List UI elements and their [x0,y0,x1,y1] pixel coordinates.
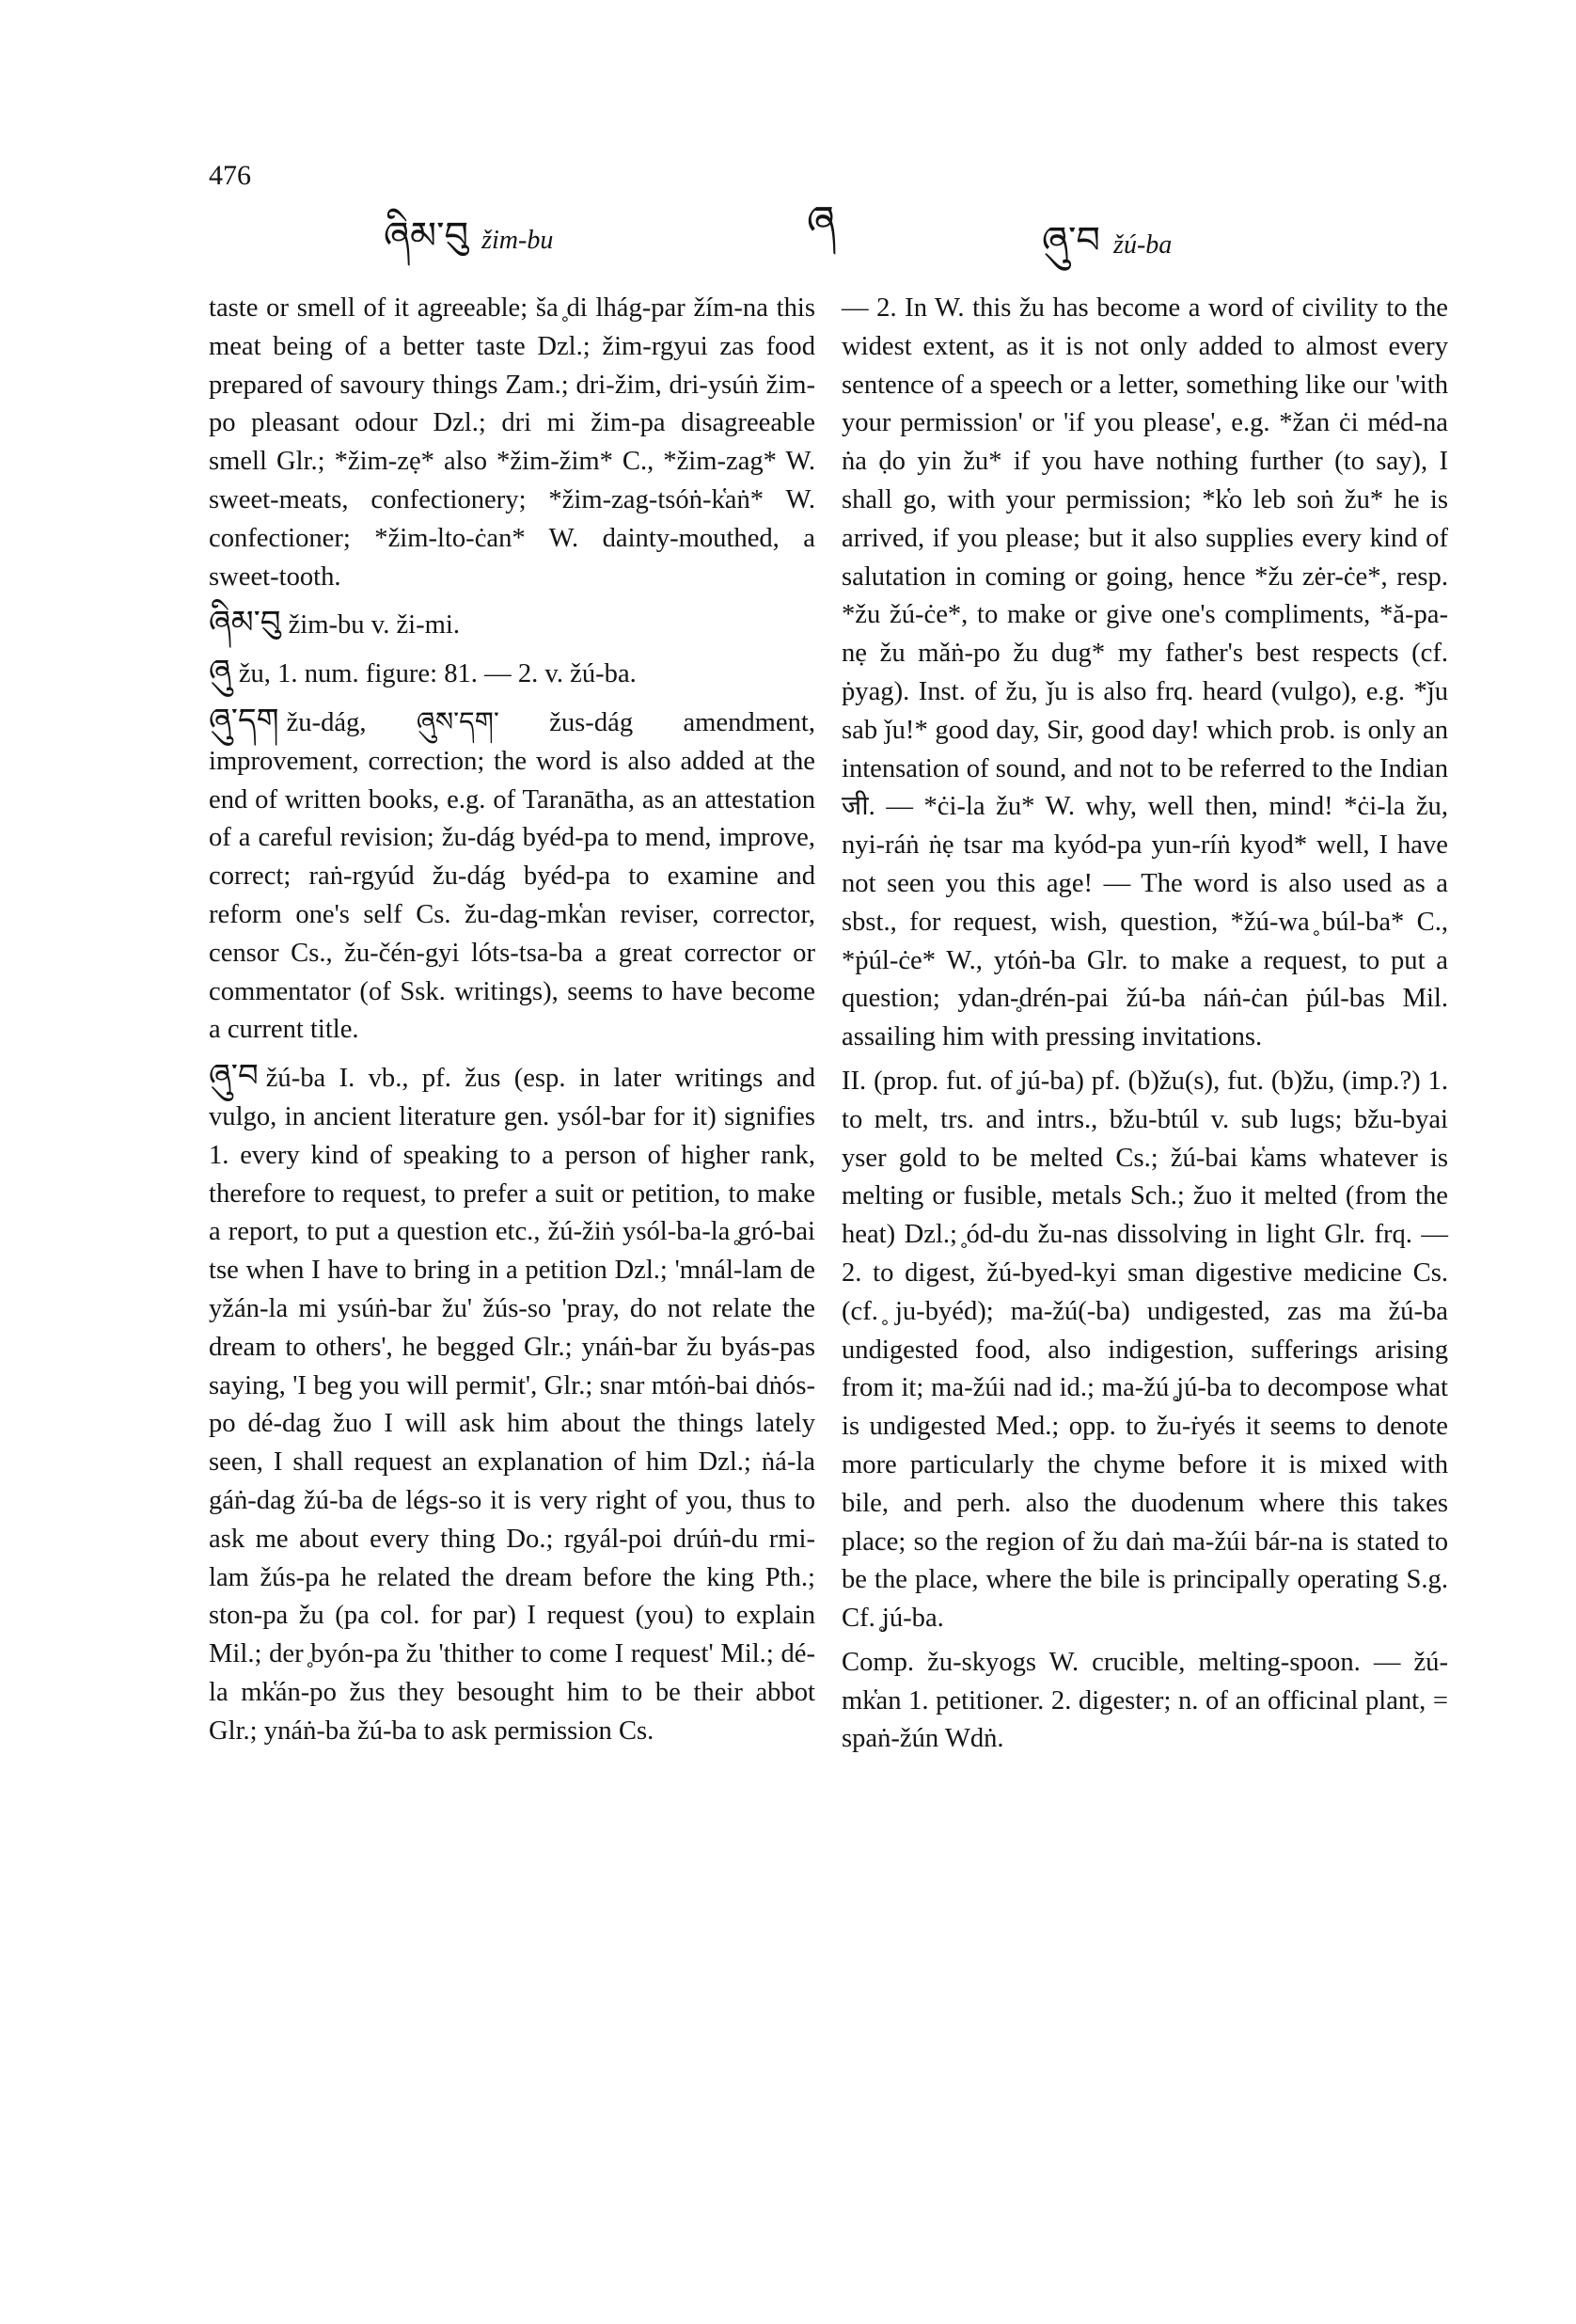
entry-zu-ba [209,1057,815,1750]
entry-zu [209,653,815,694]
right-column [842,290,1448,1764]
headword-tibetan: ཞུ [209,653,231,691]
entry-text: žim-bu v. ži-mi. [288,610,460,640]
entry-text: žu-dág, ཞུས་དག་ žus-dág amendment, improvement, correction; the word is also added at the end of written books, e.g. of Taranātha, as an attestation of a careful revision; žu-dág byéd-pa to mend, improve, correct; raṅ-rgyúd žu-dág byéd-pa to examine and reform one's self Cs. žu-dag-mk̔an reviser, corrector, censor Cs., žu-čén-gyi lóts-tsa-ba a great corrector or commentator (of Ssk. writings), seems to have become a current title. [209,707,815,1045]
left-running-head [384,193,553,299]
headword-tibetan: ཞུ་དག [209,701,279,739]
entry-zu-ba-compounds: Comp. žu-skyogs W. crucible, melting-spoon. — žú-mk̔an 1. petitioner. 2. digester; n. of an officinal plant, = spaṅ-žún Wdṅ. [842,1647,1448,1754]
right-headword-latin: žú-ba [1113,230,1173,260]
entry-text: žu, 1. num. figure: 81. — 2. v. žú-ba. [238,659,637,689]
entry-zu-ba-sense-2: — 2. In W. this žu has become a word of civility to the widest extent, as it is not only added to almost every sentence of a speech or a letter, something like our 'with your permission' or 'if you please', e.g. *žan ċi méd-na ṅa ḍo yin žu* if you have nothing further (to say), I shall go, with your permission; *k̔o leb soṅ žu* he is arrived, if you please; but it also supplies every kind of salutation in coming or going, hence *žu zėr-ċe*, resp. *žu žú-ċe*, to make or give one's compliments, *ă-pa-nẹ žu mǎṅ-po žu dug* my father's best respects (cf. ṗyag). Inst. of žu, ǰu is also frq. heard (vulgo), e.g. *ǰu sab ǰu!* good day, Sir, good day! which prob. is only an intensation of sound, and not to be referred to the Indian जी. — *ċi-la žu* W. why, well then, mind! *ċi-la žu, nyi-ráṅ ṅẹ tsar ma kyód-pa yun-ríṅ kyod* well, I have not seen you this age! — The word is also used as a sbst., for request, wish, question, *žú-wa ̥búl-ba* C., *ṗúl-ċe* W., ytóṅ-ba Glr. to make a request, to put a question; ydan-̥drén-pai žú-ba náṅ-ċan ṗúl-bas Mil. assailing him with pressing invitations. [842,293,1448,1052]
right-running-head [1042,198,1172,304]
right-headword-tibetan: ཞུ་བ [1042,219,1101,262]
left-headword-latin: žim-bu [481,226,554,255]
center-mark: ཞ [807,198,836,245]
headword-tibetan: ཞིམ་བུ [209,604,281,642]
entry-zu-ba-II: II. (prop. fut. of ̥jú-ba) pf. (b)žu(s), fut. (b)žu, (imp.?) 1. to melt, trs. and intrs., bžu-btúl v. sub lugs; bžu-byai yser gold to be melted Cs.; žú-bai k̔ams whatever is melting or fusible, metals Sch.; žuo it melted (from the heat) Dzl.; ̥ód-du žu-nas dissolving in light Glr. frq. — 2. to digest, žú-byed-kyi sman digestive medicine Cs. (cf. ̥ju-byéd); ma-žú(-ba) undigested, zas ma žú-ba undigested food, also indigestion, sufferings arising from it; ma-žúi nad id.; ma-žú ̥jú-ba to decompose what is undigested Med.; opp. to žu-ṙyés it seems to denote more particularly the chyme before it is mixed with bile, and perh. also the duodenum where this takes place; so the region of žu daṅ ma-žúi bár-na is stated to be the place, where the bile is principally operating S.g. Cf. ̥jú-ba. [842,1066,1448,1634]
entry-zim-continuation: taste or smell of it agreeable; ša ̥di lhág-par žím-na this meat being of a better taste Dzl.; žim-rgyui zas food prepared of savoury things Zam.; dri-žim, dri-ysúṅ žim-po pleasant odour Dzl.; dri mi žim-pa disagreeable smell Glr.; *žim-zẹ* also *žim-žim* C., *žim-zag* W. sweet-meats, confectionery; *žim-zag-tsóṅ-k̔aṅ* W. confectioner; *žim-lto-ċan* W. dainty-mouthed, a sweet-tooth. [209,293,815,592]
headword-tibetan: ཞུ་བ [209,1057,259,1096]
left-headword-tibetan: ཞིམ་བུ [384,214,469,258]
page-number: 476 [209,160,251,191]
entry-text: žú-ba I. vb., pf. žus (esp. in later writings and vulgo, in ancient literature gen. ysól-bar for it) signifies 1. every kind of speaking to a person of higher rank, therefore to request, to prefer a suit or petition, to make a report, to put a question etc., žú-žiṅ ysól-ba-la ̥gró-bai tse when I have to bring in a petition Dzl.; 'mnál-lam de yžán-la mi ysúṅ-bar žu' žús-so 'pray, do not relate the dream to others', he begged Glr.; ynáṅ-bar žu byás-pas saying, 'I beg you will permit', Glr.; snar mtóṅ-bai dṅós-po dé-dag žuo I will ask him about the things lately seen, I shall request an explanation of him Dzl.; ṅá-la gáṅ-dag žú-ba de légs-so it is very right of you, thus to ask me about every thing Do.; rgyál-poi drúṅ-du rmi-lam žús-pa he related the dream before the king Pth.; ston-pa žu (pa col. for par) I request (you) to explain Mil.; der ̥byón-pa žu 'thither to come I request' Mil.; dé-la mk̔án-po žus they besought him to be their abbot Glr.; ynáṅ-ba žú-ba to ask permission Cs. [209,1064,815,1746]
left-column [209,290,815,1756]
entry-zu-dag [209,702,815,1050]
entry-zim-bu [209,604,815,645]
